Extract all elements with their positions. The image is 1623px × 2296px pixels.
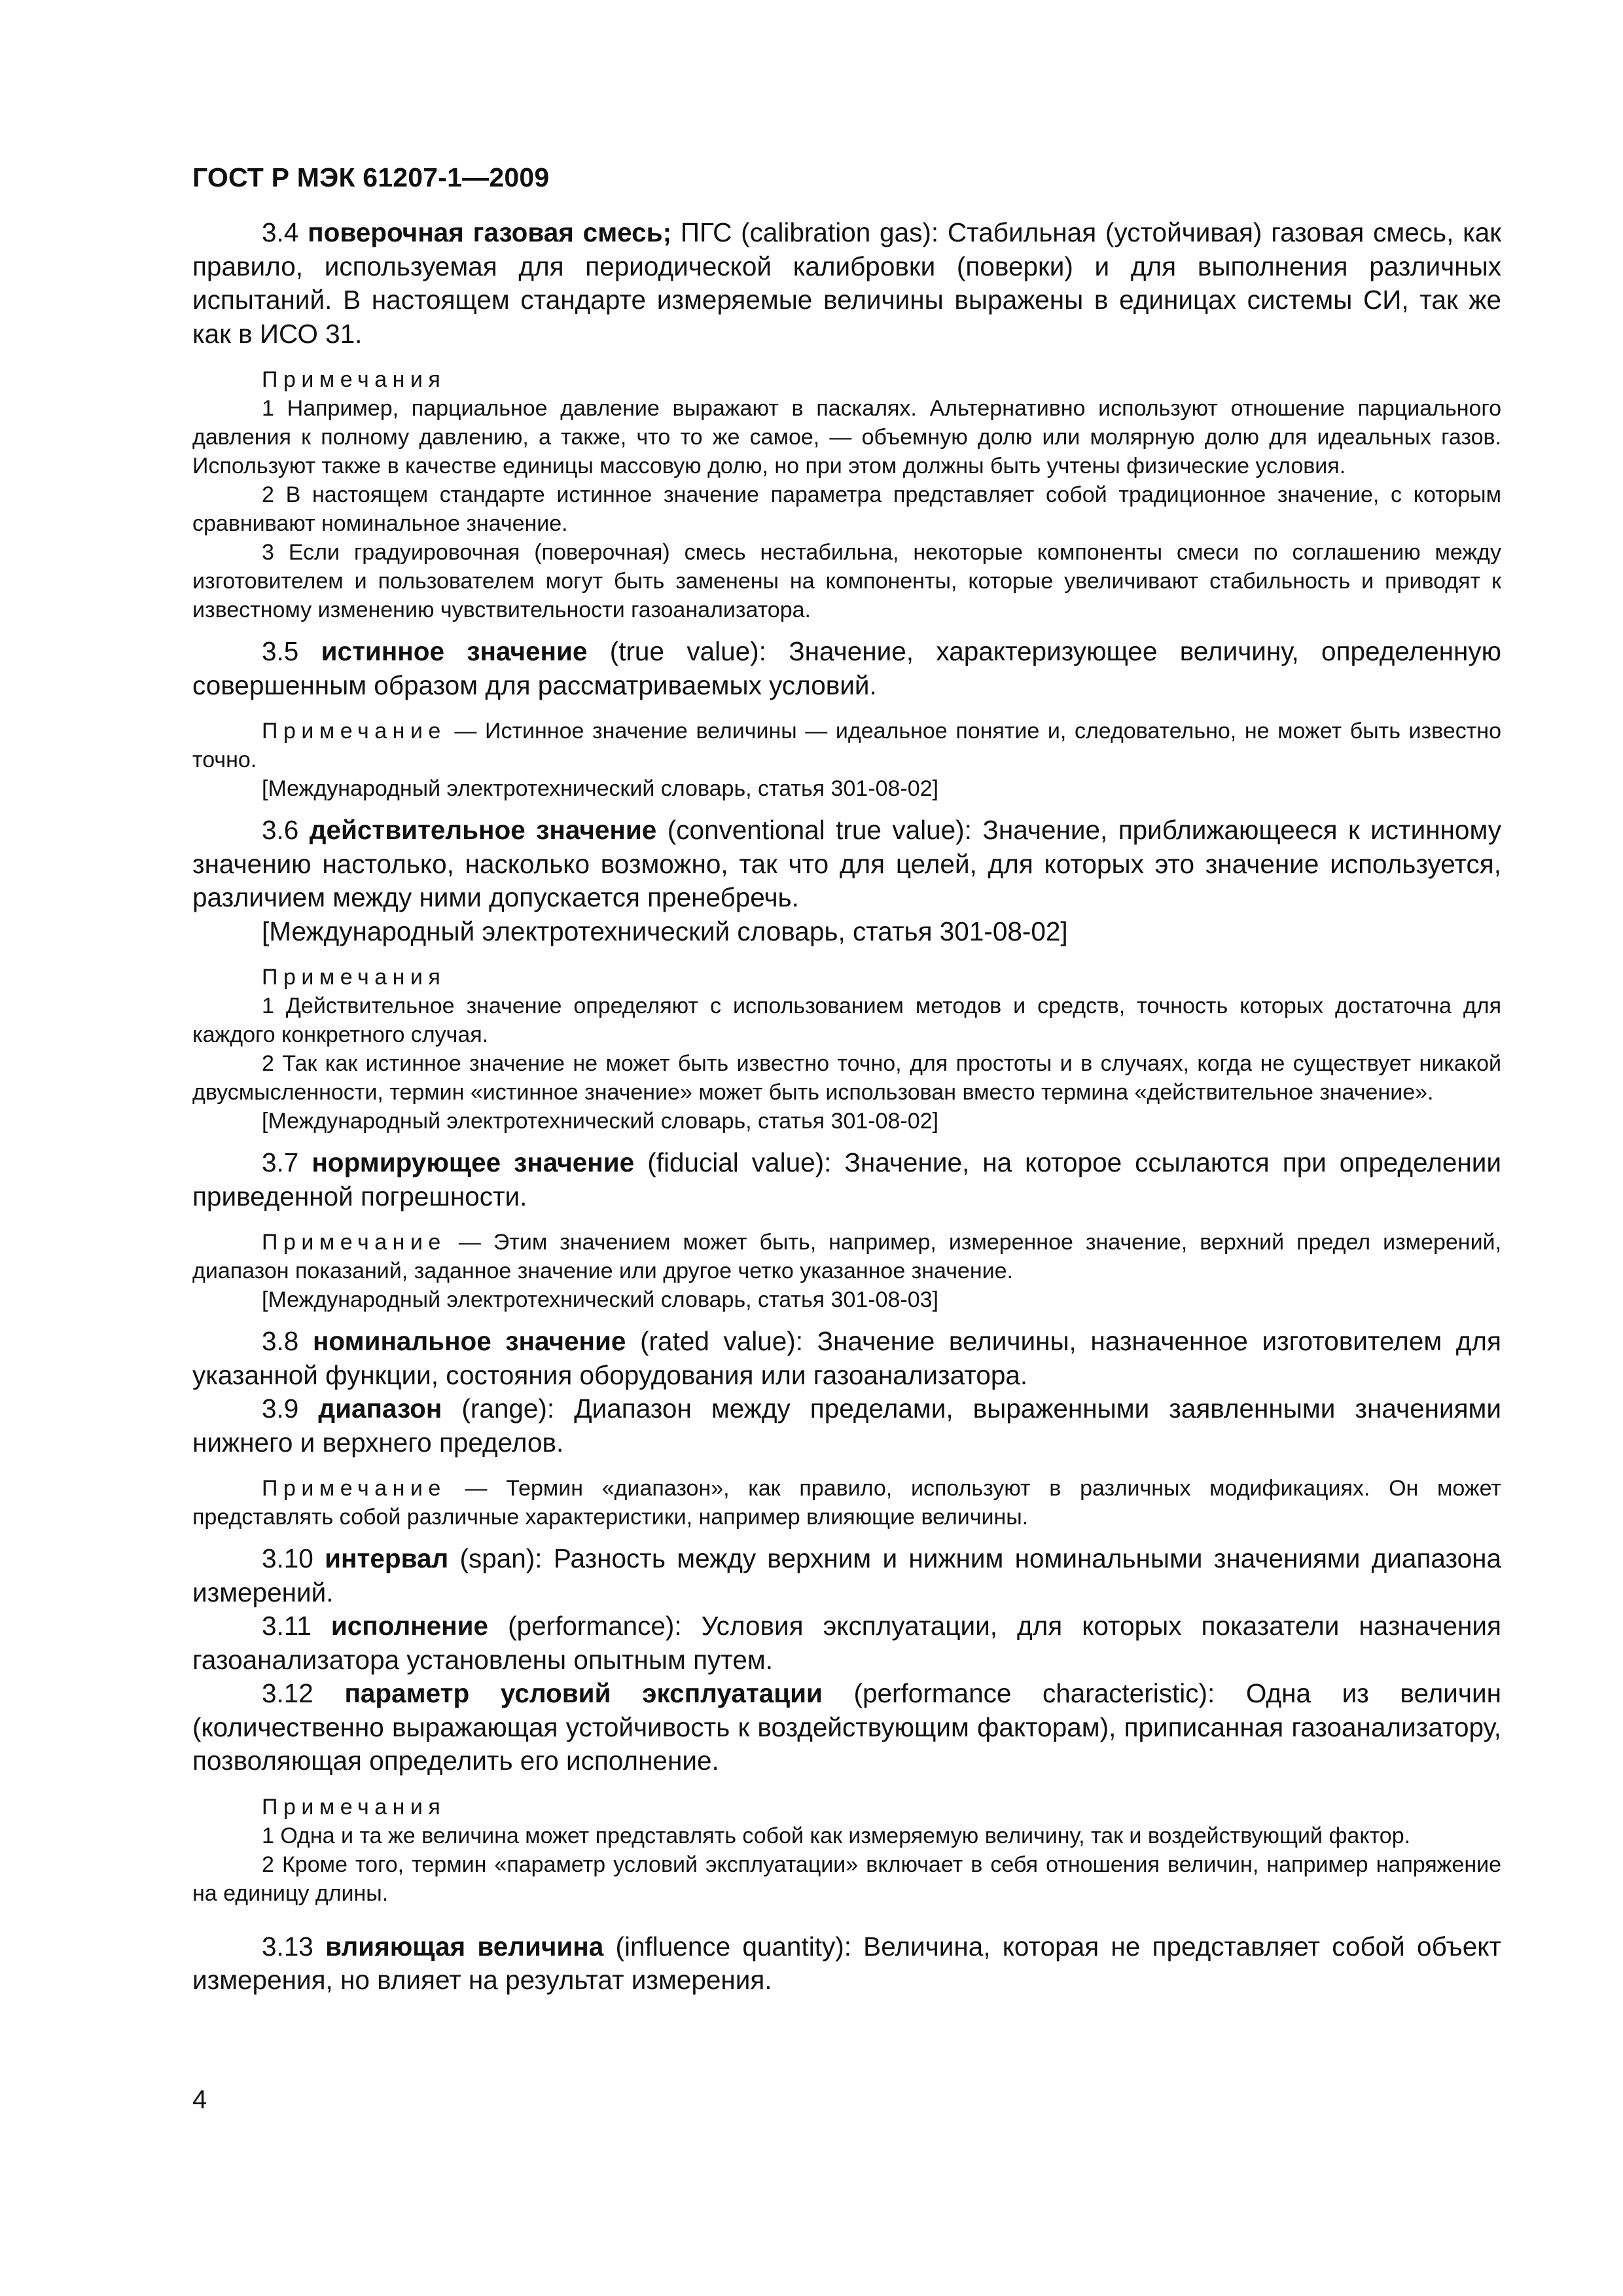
note-heading: Примечание — [262, 1230, 446, 1255]
note-item — [192, 1474, 1501, 1532]
term-3-4 — [192, 216, 1501, 351]
dictionary-reference: [Международный электротехнический словарь, статья 301-08-02] — [262, 1109, 938, 1134]
note-heading: Примечание — [262, 1476, 446, 1501]
term-name: исполнение — [330, 1611, 489, 1641]
note-text: — Этим значением может быть, например, измеренное значение, верхний предел измерений, диапазон показаний, заданное значение или другое четко указанное значение. — [192, 1230, 1501, 1283]
notes-heading: Примечания — [262, 367, 446, 392]
page-number: 4 — [192, 2085, 207, 2114]
term-definition: (performance): Условия эксплуатации, для которых показатели назначения газоанализатора установлены опытным путем. — [192, 1611, 1501, 1675]
term-definition: (performance characteristic): Одна из величин (количественно выражающая устойчивость к воздействующим факторам), приписанная газоанализатору, позволяющая определить его исполнение. — [192, 1678, 1501, 1776]
term-number: 3.5 — [262, 636, 299, 666]
dictionary-reference: [Международный электротехнический словарь, статья 301-08-02] — [262, 776, 938, 801]
term-definition: (influence quantity): Величина, которая не представляет собой объект измерения, но влияет на результат измерения. — [192, 1931, 1501, 1995]
term-3-8 — [192, 1325, 1501, 1392]
term-name: действительное значение — [309, 815, 657, 845]
term-3-9 — [192, 1392, 1501, 1460]
term-number: 3.8 — [262, 1326, 299, 1356]
term-definition: (conventional true value): Значение, приближающееся к истинному значению настолько, насколько возможно, так что для целей, для которых это значение используется, различием между ними допускается пренебречь. — [192, 815, 1501, 912]
term-number: 3.11 — [262, 1611, 312, 1641]
note-item — [192, 1228, 1501, 1285]
document-header: ГОСТ Р МЭК 61207-1—2009 — [192, 162, 550, 192]
document-page — [192, 0, 1501, 2296]
term-number: 3.9 — [262, 1393, 299, 1424]
note-item: 3 Если градуировочная (поверочная) смесь нестабильна, некоторые компоненты смеси по соглашению между изготовителем и пользователем могут быть заменены на компоненты, которые увеличивают стабильность и приводят к известному изменению чувствительности газоанализатора. — [192, 540, 1501, 622]
term-definition: (true value): Значение, характеризующее величину, определенную совершенным образом для рассматриваемых условий. — [192, 636, 1501, 700]
term-name: диапазон — [318, 1393, 442, 1424]
term-number: 3.13 — [262, 1931, 313, 1962]
term-name: истинное значение — [321, 636, 588, 666]
term-name: нормирующее значение — [312, 1147, 635, 1177]
document-body — [192, 216, 1501, 1998]
term-3-13 — [192, 1930, 1501, 1998]
term-3-12 — [192, 1677, 1501, 1778]
term-3-5 — [192, 635, 1501, 702]
term-definition: (rated value): Значение величины, назначенное изготовителем для указанной функции, состояния оборудования или газоанализатора. — [192, 1326, 1501, 1390]
term-3-10 — [192, 1542, 1501, 1609]
note-text: — Термин «диапазон», как правило, используют в различных модификациях. Он может представлять собой различные характеристики, например влияющие величины. — [192, 1476, 1501, 1530]
note-item: 2 Кроме того, термин «параметр условий эксплуатации» включает в себя отношения величин, например напряжение на единицу длины. — [192, 1852, 1501, 1906]
term-definition: ПГС (calibration gas): Стабильная (устойчивая) газовая смесь, как правило, используемая для периодической калибровки (поверки) и для выполнения различных испытаний. В настоящем стандарте измеряемые величины выражены в единицах системы СИ, так же как в ИСО 31. — [192, 217, 1502, 349]
note-item — [192, 717, 1501, 774]
note-item: 2 В настоящем стандарте истинное значение параметра представляет собой традиционное значение, с которым сравнивают номинальное значение. — [192, 482, 1501, 536]
term-name: номинальное значение — [312, 1326, 626, 1356]
note-item: 2 Так как истинное значение не может быть известно точно, для простоты и в случаях, когда не существует никакой двусмысленности, термин «истинное значение» может быть использован вместо термина «действительное значение». — [192, 1051, 1501, 1105]
term-3-11 — [192, 1609, 1501, 1677]
term-name: интервал — [325, 1543, 449, 1573]
dictionary-reference: [Международный электротехнический словарь, статья 301-08-02] — [262, 916, 1068, 946]
note-text: — Истинное значение величины — идеальное понятие и, следовательно, не может быть известно точно. — [192, 719, 1501, 772]
term-definition: (range): Диапазон между пределами, выраженными заявленными значениями нижнего и верхнего пределов. — [192, 1393, 1501, 1458]
term-number: 3.4 — [262, 217, 299, 247]
note-item: 1 Например, парциальное давление выражают в паскалях. Альтернативно используют отношение парциального давления к полному давлению, а также, что то же самое, — объемную долю или молярную долю для идеальных газов. Используют также в качестве единицы массовую долю, но при этом должны быть учтены физические условия. — [192, 396, 1501, 478]
dictionary-reference: [Международный электротехнический словарь, статья 301-08-03] — [262, 1287, 938, 1312]
term-number: 3.12 — [262, 1678, 313, 1708]
term-name: влияющая величина — [325, 1931, 604, 1962]
term-number: 3.6 — [262, 815, 299, 845]
term-definition: (span): Разность между верхним и нижним номинальными значениями диапазона измерений. — [192, 1543, 1501, 1607]
notes-heading: Примечания — [262, 965, 446, 990]
term-number: 3.7 — [262, 1147, 299, 1177]
note-item: 1 Действительное значение определяют с использованием методов и средств, точность которых достаточна для каждого конкретного случая. — [192, 994, 1501, 1047]
notes-heading: Примечания — [262, 1794, 446, 1820]
note-item: 1 Одна и та же величина может представлять собой как измеряемую величину, так и воздействующий фактор. — [262, 1823, 1411, 1848]
term-3-6 — [192, 814, 1501, 915]
term-name: поверочная газовая смесь; — [308, 217, 672, 247]
term-definition: (fiducial value): Значение, на которое ссылаются при определении приведенной погрешности. — [192, 1147, 1501, 1211]
term-3-7 — [192, 1146, 1501, 1213]
note-heading: Примечание — [262, 719, 446, 744]
term-number: 3.10 — [262, 1543, 313, 1573]
term-name: параметр условий эксплуатации — [344, 1678, 823, 1708]
